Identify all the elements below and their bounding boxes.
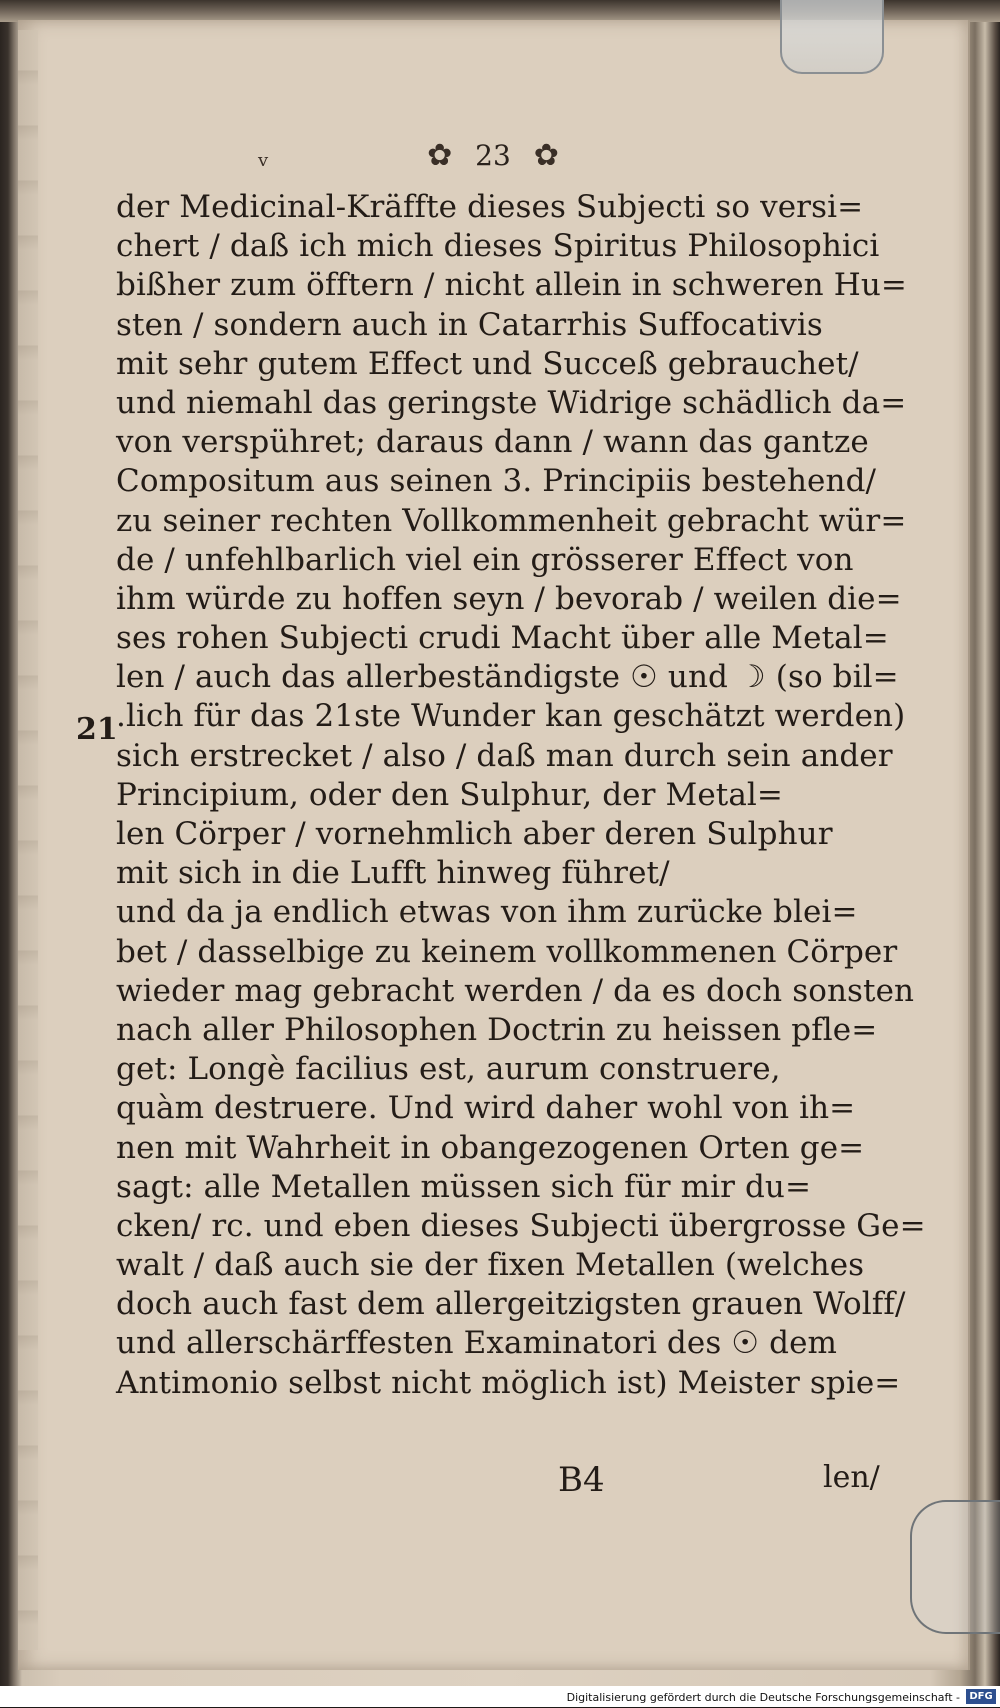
- text-line: de / unfehlbarlich viel ein grösserer Effect von: [116, 541, 854, 578]
- dfg-logo: DFG: [966, 1689, 996, 1704]
- text-line: mit sehr gutem Effect und Succeß gebrauchet/: [116, 345, 859, 382]
- text-line: und allerschärffesten Examinatori des ☉ dem: [116, 1325, 838, 1362]
- text-line: sten / sondern auch in Catarrhis Suffocativis: [116, 306, 823, 343]
- text-line: doch auch fast dem allergeitzigsten grauen Wolff/: [116, 1286, 906, 1323]
- text-line: Antimonio selbst nicht möglich ist) Meister spie=: [116, 1364, 901, 1401]
- text-line: ihm würde zu hoffen seyn / bevorab / weilen die=: [116, 580, 902, 617]
- margin-note-number: 21: [76, 712, 118, 747]
- footer-credit-text: Digitalisierung gefördert durch die Deutsche Forschungsgemeinschaft -: [566, 1691, 960, 1704]
- inner-margin-fold: [18, 30, 38, 1650]
- text-line: zu seiner rechten Vollkommenheit gebracht wür=: [116, 502, 907, 539]
- text-line: sich erstrecket / also / daß man durch sein ander: [116, 737, 893, 774]
- flower-ornament-icon: ✿: [427, 138, 453, 173]
- text-line: Compositum aus seinen 3. Principiis bestehend/: [116, 463, 877, 500]
- header-tick-mark: v: [258, 150, 269, 171]
- text-line: sagt: alle Metallen müssen sich für mir du=: [116, 1168, 812, 1205]
- page-number: 23: [475, 139, 511, 172]
- text-line: get: Longè facilius est, aurum construere,: [116, 1051, 781, 1088]
- text-line: bißher zum öfftern / nicht allein in schweren Hu=: [116, 267, 907, 304]
- book-page: [18, 20, 970, 1670]
- text-line: quàm destruere. Und wird daher wohl von ih=: [116, 1090, 856, 1127]
- text-line: len Cörper / vornehmlich aber deren Sulphur: [116, 816, 833, 852]
- text-line: cken/ rc. und eben dieses Subjecti übergrosse Ge=: [116, 1207, 926, 1244]
- text-line: und da ja endlich etwas von ihm zurücke blei=: [116, 894, 858, 931]
- text-line: wieder mag gebracht werden / da es doch sonsten: [116, 972, 915, 1009]
- text-line: und niemahl das geringste Widrige schädlich da=: [116, 384, 907, 421]
- text-line: mit sich in die Lufft hinweg führet/: [116, 855, 670, 892]
- page-clip-top: [780, 0, 884, 74]
- text-line: chert / daß ich mich dieses Spiritus Philosophici: [116, 228, 880, 265]
- page-header: [18, 138, 968, 173]
- flower-ornament-icon: ✿: [533, 138, 559, 173]
- text-line: ses rohen Subjecti crudi Macht über alle Metal=: [116, 620, 889, 657]
- text-line: Principium, oder den Sulphur, der Metal=: [116, 776, 783, 813]
- text-line: len / auch das allerbeständigste ☉ und ☽ (so bil=: [116, 659, 899, 696]
- catchword: len/: [823, 1460, 880, 1495]
- text-line: walt / daß auch sie der fixen Metallen (welches: [116, 1247, 865, 1284]
- text-line: von verspühret; daraus dann / wann das gantze: [116, 424, 869, 461]
- page-clip-bottom: [910, 1500, 1000, 1634]
- text-line: .lich für das 21ste Wunder kan geschätzt werden): [116, 698, 906, 735]
- page-text: [116, 188, 926, 1403]
- text-line: nach aller Philosophen Doctrin zu heissen pfle=: [116, 1011, 878, 1048]
- signature-mark: B4: [558, 1460, 605, 1500]
- text-line: nen mit Wahrheit in obangezogenen Orten ge=: [116, 1129, 865, 1166]
- text-line: der Medicinal-Kräffte dieses Subjecti so versi=: [116, 189, 864, 225]
- text-line: bet / dasselbige zu keinem vollkommenen Cörper: [116, 933, 898, 970]
- digitization-footer: [0, 1686, 1000, 1707]
